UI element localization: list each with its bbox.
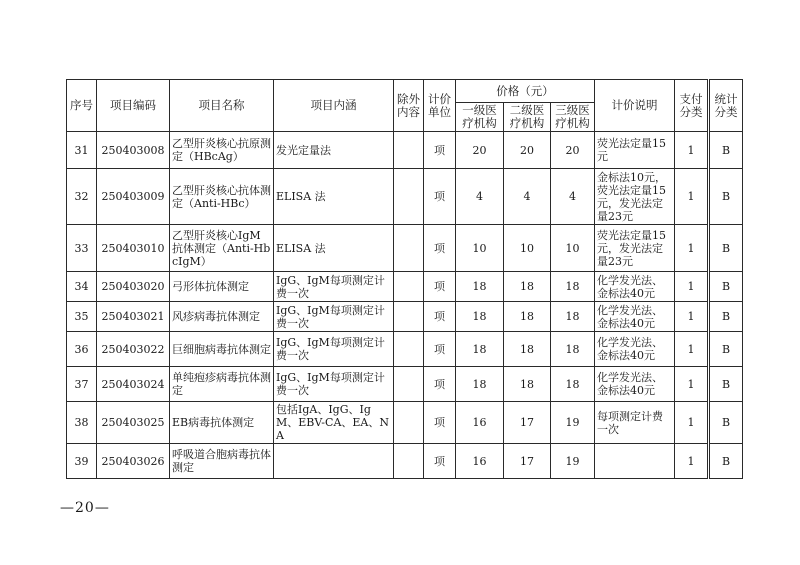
row-unit: 项 bbox=[424, 332, 456, 367]
table-body bbox=[67, 132, 743, 479]
header-excluded: 除外内容 bbox=[394, 80, 424, 132]
row-price-level3: 18 bbox=[551, 302, 595, 332]
header-content: 项目内涵 bbox=[274, 80, 394, 132]
header-note: 计价说明 bbox=[595, 80, 675, 132]
row-content: ELISA 法 bbox=[274, 225, 394, 272]
row-price-level2: 10 bbox=[504, 225, 551, 272]
row-stats: B bbox=[709, 272, 743, 302]
header-payment: 支付分类 bbox=[675, 80, 709, 132]
row-note: 化学发光法、金标法40元 bbox=[595, 302, 675, 332]
row-stats: B bbox=[709, 302, 743, 332]
price-table bbox=[66, 79, 743, 479]
row-unit: 项 bbox=[424, 225, 456, 272]
table-row bbox=[67, 302, 743, 332]
row-excluded bbox=[394, 169, 424, 225]
row-payment: 1 bbox=[675, 444, 709, 479]
row-content: IgG、IgM每项测定计费一次 bbox=[274, 332, 394, 367]
row-code: 250403025 bbox=[97, 402, 170, 444]
row-price-level1: 16 bbox=[456, 444, 504, 479]
row-stats: B bbox=[709, 169, 743, 225]
row-code: 250403008 bbox=[97, 132, 170, 169]
row-excluded bbox=[394, 272, 424, 302]
row-note bbox=[595, 444, 675, 479]
table-row bbox=[67, 444, 743, 479]
row-price-level2: 17 bbox=[504, 402, 551, 444]
table-row bbox=[67, 132, 743, 169]
row-excluded bbox=[394, 367, 424, 402]
row-unit: 项 bbox=[424, 367, 456, 402]
row-price-level1: 16 bbox=[456, 402, 504, 444]
row-unit: 项 bbox=[424, 444, 456, 479]
row-price-level2: 17 bbox=[504, 444, 551, 479]
row-name: 单纯疱疹病毒抗体测定 bbox=[170, 367, 274, 402]
row-name: 乙型肝炎核心抗原测定（HBcAg） bbox=[170, 132, 274, 169]
row-content: 包括IgA、IgG、IgM、EBV-CA、EA、NA bbox=[274, 402, 394, 444]
row-price-level3: 20 bbox=[551, 132, 595, 169]
row-payment: 1 bbox=[675, 302, 709, 332]
row-unit: 项 bbox=[424, 272, 456, 302]
row-unit: 项 bbox=[424, 302, 456, 332]
row-code: 250403024 bbox=[97, 367, 170, 402]
row-stats: B bbox=[709, 367, 743, 402]
row-excluded bbox=[394, 302, 424, 332]
row-name: 乙型肝炎核心抗体测定（Anti-HBc） bbox=[170, 169, 274, 225]
row-unit: 项 bbox=[424, 132, 456, 169]
header-stats: 统计分类 bbox=[709, 80, 743, 132]
row-excluded bbox=[394, 444, 424, 479]
row-price-level1: 18 bbox=[456, 332, 504, 367]
row-content: 发光定量法 bbox=[274, 132, 394, 169]
row-payment: 1 bbox=[675, 332, 709, 367]
table-row bbox=[67, 367, 743, 402]
row-stats: B bbox=[709, 444, 743, 479]
table-row bbox=[67, 402, 743, 444]
row-seq: 37 bbox=[67, 367, 97, 402]
row-price-level3: 19 bbox=[551, 402, 595, 444]
header-name: 项目名称 bbox=[170, 80, 274, 132]
row-price-level2: 18 bbox=[504, 332, 551, 367]
row-unit: 项 bbox=[424, 402, 456, 444]
page-number: —20— bbox=[60, 500, 110, 516]
row-note: 化学发光法、金标法40元 bbox=[595, 272, 675, 302]
row-seq: 36 bbox=[67, 332, 97, 367]
header-seq: 序号 bbox=[67, 80, 97, 132]
row-note: 金标法10元，荧光法定量15元，发光法定量23元 bbox=[595, 169, 675, 225]
row-note: 化学发光法、金标法40元 bbox=[595, 367, 675, 402]
row-price-level2: 18 bbox=[504, 367, 551, 402]
row-price-level1: 10 bbox=[456, 225, 504, 272]
row-price-level2: 20 bbox=[504, 132, 551, 169]
row-payment: 1 bbox=[675, 169, 709, 225]
row-code: 250403009 bbox=[97, 169, 170, 225]
row-price-level3: 10 bbox=[551, 225, 595, 272]
row-payment: 1 bbox=[675, 225, 709, 272]
row-seq: 32 bbox=[67, 169, 97, 225]
row-content: IgG、IgM每项测定计费一次 bbox=[274, 272, 394, 302]
row-name: 弓形体抗体测定 bbox=[170, 272, 274, 302]
row-note: 荧光法定量15元 bbox=[595, 132, 675, 169]
row-excluded bbox=[394, 225, 424, 272]
header-unit: 计价单位 bbox=[424, 80, 456, 132]
row-excluded bbox=[394, 132, 424, 169]
row-code: 250403021 bbox=[97, 302, 170, 332]
row-price-level3: 18 bbox=[551, 332, 595, 367]
row-payment: 1 bbox=[675, 402, 709, 444]
row-seq: 31 bbox=[67, 132, 97, 169]
row-name: 风疹病毒抗体测定 bbox=[170, 302, 274, 332]
row-stats: B bbox=[709, 402, 743, 444]
table-row bbox=[67, 332, 743, 367]
row-seq: 34 bbox=[67, 272, 97, 302]
header-level2: 二级医疗机构 bbox=[504, 103, 551, 132]
row-stats: B bbox=[709, 132, 743, 169]
row-seq: 39 bbox=[67, 444, 97, 479]
row-payment: 1 bbox=[675, 272, 709, 302]
row-price-level2: 4 bbox=[504, 169, 551, 225]
row-content: ELISA 法 bbox=[274, 169, 394, 225]
table-row bbox=[67, 272, 743, 302]
row-name: 乙型肝炎核心IgM抗体测定（Anti-HbcIgM） bbox=[170, 225, 274, 272]
table-row bbox=[67, 225, 743, 272]
row-code: 250403020 bbox=[97, 272, 170, 302]
row-stats: B bbox=[709, 332, 743, 367]
row-seq: 33 bbox=[67, 225, 97, 272]
row-content: IgG、IgM每项测定计费一次 bbox=[274, 367, 394, 402]
row-price-level1: 4 bbox=[456, 169, 504, 225]
row-name: 巨细胞病毒抗体测定 bbox=[170, 332, 274, 367]
row-content bbox=[274, 444, 394, 479]
row-stats: B bbox=[709, 225, 743, 272]
row-note: 荧光法定量15元，发光法定量23元 bbox=[595, 225, 675, 272]
header-code: 项目编码 bbox=[97, 80, 170, 132]
table-row bbox=[67, 169, 743, 225]
header-level1: 一级医疗机构 bbox=[456, 103, 504, 132]
header-price-group: 价格（元） bbox=[456, 80, 595, 103]
row-seq: 35 bbox=[67, 302, 97, 332]
row-note: 化学发光法、金标法40元 bbox=[595, 332, 675, 367]
row-price-level3: 4 bbox=[551, 169, 595, 225]
row-price-level1: 18 bbox=[456, 302, 504, 332]
row-content: IgG、IgM每项测定计费一次 bbox=[274, 302, 394, 332]
row-excluded bbox=[394, 332, 424, 367]
row-name: EB病毒抗体测定 bbox=[170, 402, 274, 444]
row-payment: 1 bbox=[675, 132, 709, 169]
row-code: 250403026 bbox=[97, 444, 170, 479]
row-price-level1: 18 bbox=[456, 272, 504, 302]
row-code: 250403010 bbox=[97, 225, 170, 272]
header-level3: 三级医疗机构 bbox=[551, 103, 595, 132]
row-note: 每项测定计费一次 bbox=[595, 402, 675, 444]
row-price-level1: 20 bbox=[456, 132, 504, 169]
row-excluded bbox=[394, 402, 424, 444]
row-price-level2: 18 bbox=[504, 272, 551, 302]
row-price-level3: 18 bbox=[551, 367, 595, 402]
row-price-level2: 18 bbox=[504, 302, 551, 332]
row-payment: 1 bbox=[675, 367, 709, 402]
row-price-level3: 19 bbox=[551, 444, 595, 479]
row-unit: 项 bbox=[424, 169, 456, 225]
row-price-level3: 18 bbox=[551, 272, 595, 302]
row-code: 250403022 bbox=[97, 332, 170, 367]
row-name: 呼吸道合胞病毒抗体测定 bbox=[170, 444, 274, 479]
row-seq: 38 bbox=[67, 402, 97, 444]
row-price-level1: 18 bbox=[456, 367, 504, 402]
